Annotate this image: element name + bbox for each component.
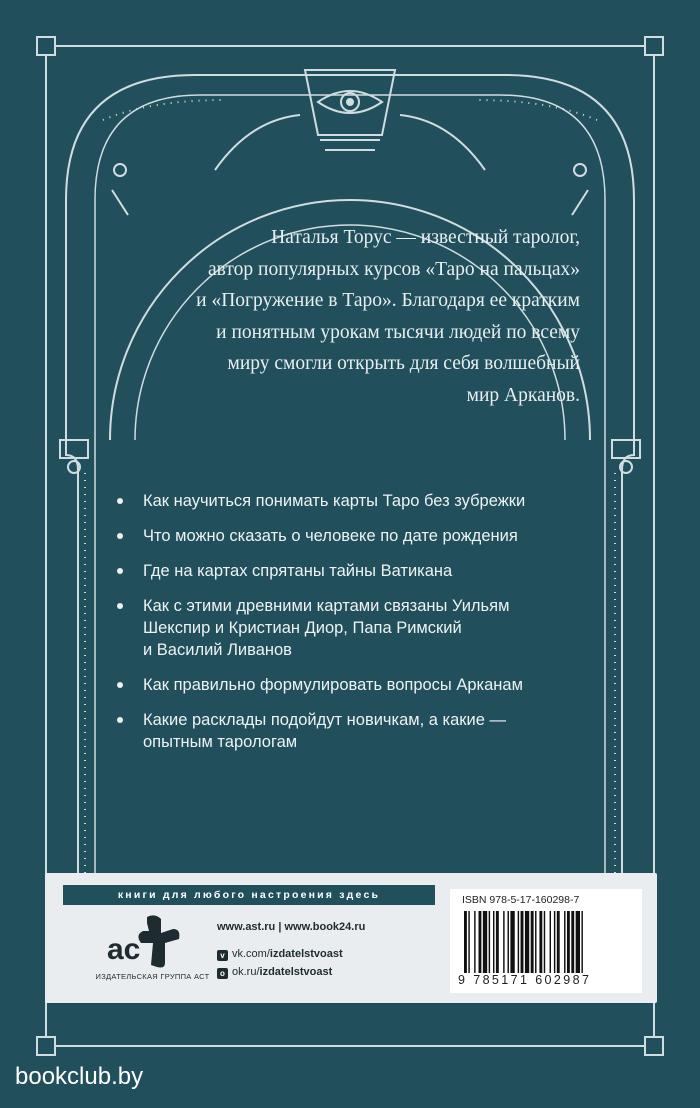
publisher-panel [45,873,657,1003]
author-blurb [120,222,580,411]
publisher-tagline: книги для любого настроения здесь [63,885,435,905]
blurb-line: и «Погружение в Таро». Благодаря ее кратким [196,290,580,311]
vk-prefix: vk.com/ [232,948,270,960]
list-item-text: Как с этими древними картами связаны Уильям [143,597,510,615]
bullet-dot-icon [117,498,123,504]
list-item-text: Шекспир и Кристиан Диор, Папа Римский [143,619,462,637]
list-item [112,595,612,661]
list-item [112,560,612,582]
feature-list [112,490,612,766]
list-item [112,709,612,753]
barcode-icon [462,911,632,973]
blurb-line: автор популярных курсов «Таро на пальцах» [208,258,580,280]
blurb-line: мир Арканов. [466,384,580,406]
ok-icon: o [217,968,228,979]
bullet-dot-icon [117,717,123,723]
ast-logo-icon [103,913,183,969]
bullet-dot-icon [117,568,123,574]
ok-link [217,966,332,979]
list-item-text: опытным тарологам [143,733,298,751]
website-links: www.ast.ru | www.book24.ru [217,921,366,933]
vk-handle: izdatelstvoast [269,948,343,960]
list-item [112,490,612,512]
isbn-label: ISBN 978-5-17-160298-7 [462,894,580,906]
blurb-line: и понятным урокам тысячи людей по всему [216,321,580,343]
list-item-text: Что можно сказать о человеке по дате рождения [143,527,518,545]
publisher-name: ИЗДАТЕЛЬСКАЯ ГРУППА АСТ [95,972,210,981]
barcode-digits: 9 785171 602987 [458,973,592,987]
ok-handle: izdatelstvoast [259,966,333,978]
list-item [112,525,612,547]
blurb-line: Наталья Торус — известный таролог, [271,227,580,248]
bullet-dot-icon [117,533,123,539]
list-item-text: Как правильно формулировать вопросы Арканам [143,676,523,694]
bullet-dot-icon [117,682,123,688]
list-item [112,674,612,696]
vk-icon: v [217,950,228,961]
list-item-text: и Василий Ливанов [143,641,292,659]
blurb-line: миру смогли открыть для себя волшебный [227,353,580,374]
logo-text: ас [107,933,141,966]
list-item-text: Какие расклады подойдут новичкам, а какие — [143,711,507,729]
barcode-block [450,889,642,993]
vk-link [217,948,343,961]
list-item-text: Где на картах спрятаны тайны Ватикана [143,562,453,580]
watermark: bookclub.by [15,1063,144,1090]
list-item-text: Как научиться понимать карты Таро без зубрежки [143,492,526,510]
bullet-dot-icon [117,603,123,609]
ok-prefix: ok.ru/ [232,966,260,978]
